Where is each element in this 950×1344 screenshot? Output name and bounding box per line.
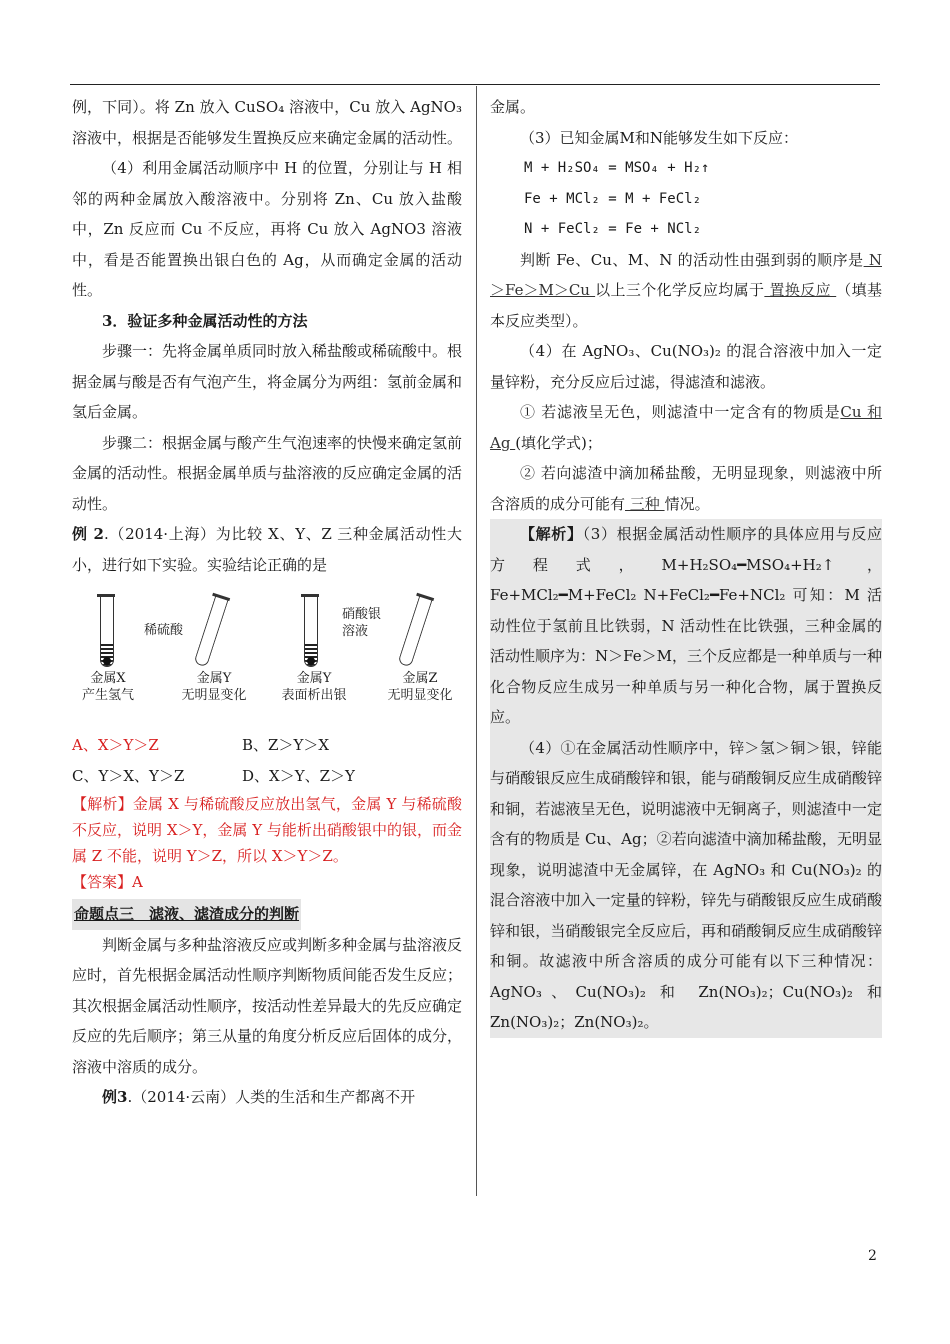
tube-1-metal: 金属X [90,671,126,686]
tube-3-metal: 金属Y [296,671,332,686]
question-4-part-1 [490,397,882,458]
paragraph-step2: 步骤二：根据金属与酸产生气泡速率的快慢来确定氢前金属的活动性。根据金属单质与盐溶液的反应确定金属的活动性。 [72,433,463,513]
paragraph-step1: 步骤一：先将金属单质同时放入稀盐酸或稀硫酸中。根据金属与酸是否有气泡产生，将金属分为两组：氢前金属和氢后金属。 [72,342,463,421]
right-column [490,92,882,1038]
tube-2-result: 无明显变化 [181,688,247,703]
example-2-analysis: 【解析】金属 X 与稀硫酸反应放出氢气，金属 Y 与稀硫酸不反应，说明 X＞Y，金属 Y 与能析出硝酸银中的银，而金属 Z 不能，说明 Y＞Z，所以 X＞Y＞Z。 [72,795,462,865]
example-2-label: 例 2 [72,525,104,543]
option-d: D、X＞Y、Z＞Y [242,766,355,785]
tube-1-result: 产生氢气 [81,688,134,703]
question-3-intro: （3）已知金属M和N能够发生如下反应： [520,128,799,147]
test-tube-1 [100,596,114,667]
tube-4-metal: 金属Z [402,671,438,686]
analysis-part-3-text: （3）根据金属活动性顺序的具体应用与反应方程式，M+H₂SO₄━MSO₄+H₂↑ ，Fe+MCl₂━M+FeCl₂ N+FeCl₂━Fe+NCl₂ 可知：M 活动性位于氢前且比铁弱，N 活动性在比铁强，三种金属的活动性顺序为：N＞Fe＞M，三个反应都是一种单质与一种化合物反应生成另一种单质与另一种化合物，属于置换反应。 [490,525,882,726]
tube-1-caption [58,670,158,704]
heading-verify-methods: 3．验证多种金属活动性的方法 [102,311,308,330]
example-3-text: .（2014·云南）人类的生活和生产都离不开 [127,1088,416,1106]
test-tube-2 [193,596,228,668]
paragraph-h-position: （4）利用金属活动顺序中 H 的位置，分别让与 H 相邻的两种金属放入酸溶液中。分别将 Zn、Cu 放入盐酸中，Zn 反应而 Cu 不反应，再将 Cu 放入 AgNO3 溶液中，看是否能置换出银白色的 Ag，从而确定金属的活动性。 [72,159,462,299]
question-4-intro: （4）在 AgNO₃、Cu(NO₃)₂ 的混合溶液中加入一定量锌粉，充分反应后过滤，得滤渣和滤液。 [490,342,882,391]
tube-4-caption [370,670,470,704]
question-3-text-b: 以上三个化学反应均属于 [595,281,765,299]
tube-2-caption [164,670,264,704]
tube-3-caption [264,670,364,704]
option-c: C、Y＞X、Y＞Z [72,766,185,785]
example-2-text: .（2014·上海）为比较 X、Y、Z 三种金属活动性大小，进行如下实验。实验结论正确的是 [72,525,462,574]
example-3-label: 例3 [102,1088,128,1106]
left-column [72,92,462,1113]
answer-reaction-type: 置换反应 [764,281,837,299]
question-3-judge [490,245,882,337]
answer-activity-order: N＞Fe＞M＞Cu [490,250,882,299]
analysis-part-4: （4）①在金属活动性顺序中，锌＞氢＞铜＞银，锌能与硝酸银反应生成硝酸锌和银，能与硝酸铜反应生成硝酸锌和铜，若滤液呈无色，说明滤液中无铜离子，则滤渣中一定含有的物质是 Cu、Ag；②若向滤渣中滴加稀盐酸，无明显现象，说明滤渣中无金属锌，在 AgNO₃ 和 Cu(NO₃)₂ 的混合溶液中加入一定量的锌粉，锌先与硝酸银反应生成硝酸锌和银，当硝酸银完全反应后，再和硝酸铜反应生成硝酸锌和铜。故滤液中所含溶质的成分可能有以下三种情况：AgNO₃、Cu(NO₃)₂ 和 Zn(NO₃)₂；Cu(NO₃)₂ 和 Zn(NO₃)₂；Zn(NO₃)₂。 [490,733,882,1038]
example-3-question [72,1082,462,1113]
column-divider [476,86,477,1196]
paragraph-metal: 金属。 [490,98,536,116]
page-number: 2 [868,1248,877,1264]
option-a: A、X＞Y＞Z [72,736,159,754]
equation-1: M + H₂SO₄ = MSO₄ + H₂↑ [524,160,710,176]
paragraph-zn-cu: 例，下同）。将 Zn 放入 CuSO₄ 溶液中，Cu 放入 AgNO₃ 溶液中，根据是否能够发生置换反应来确定金属的活动性。 [72,98,463,147]
answer-solute-cases: 三种 [625,494,665,513]
option-b: B、Z＞Y＞X [242,736,330,754]
header-rule [70,84,880,85]
test-tube-3 [304,596,318,667]
equation-3: N + FeCl₂ = Fe + NCl₂ [524,221,702,237]
tube-3-result: 表面析出银 [281,688,347,703]
question-4-part-2-text: ② 若向滤渣中滴加稀盐酸，无明显现象，则滤液中所含溶质的成分可能有 [490,464,882,513]
section-heading-row [72,899,462,930]
question-4-part-1-tail: (填化学式)； [515,433,602,452]
tube-4-result: 无明显变化 [387,688,453,703]
paragraph-judgement: 判断金属与多种盐溶液反应或判断多种金属与盐溶液反应时，首先根据金属活动性顺序判断物质间能否发生反应；其次根据金属活动性顺序，按活动性差异最大的先反应确定反应的先后顺序；第三从量的角度分析反应后固体的成分，溶液中溶质的成分。 [72,935,463,1076]
question-4-part-2-tail: 情况。 [664,494,710,513]
test-tube-4 [397,596,432,668]
example-2-question [72,519,462,580]
question-3-text-a: 判断 Fe、Cu、M、N 的活动性由强到弱的顺序是 [520,250,864,269]
equation-2: Fe + MCl₂ = M + FeCl₂ [524,190,702,207]
label-silver-nitrate-solution: 硝酸银溶液 [342,607,382,639]
test-tube-figure [72,586,462,726]
question-3-text-c: （填基本反应类型）。 [490,281,882,330]
example-2-answer: 【答案】A [72,873,143,891]
section-heading-filtrate: 命题点三 滤液、滤渣成分的判断 [72,899,301,930]
label-dilute-sulfuric-acid: 稀硫酸 [144,623,184,638]
analysis-part-3 [490,519,882,733]
example-2-options [72,730,462,791]
answer-residue: Cu 和 Ag [490,403,882,452]
tube-2-metal: 金属Y [196,671,232,686]
analysis-tag: 【解析】 [520,525,583,543]
question-4-part-1-text: ① 若滤液呈无色，则滤渣中一定含有的物质是 [520,403,841,421]
question-4-part-2 [490,458,882,519]
